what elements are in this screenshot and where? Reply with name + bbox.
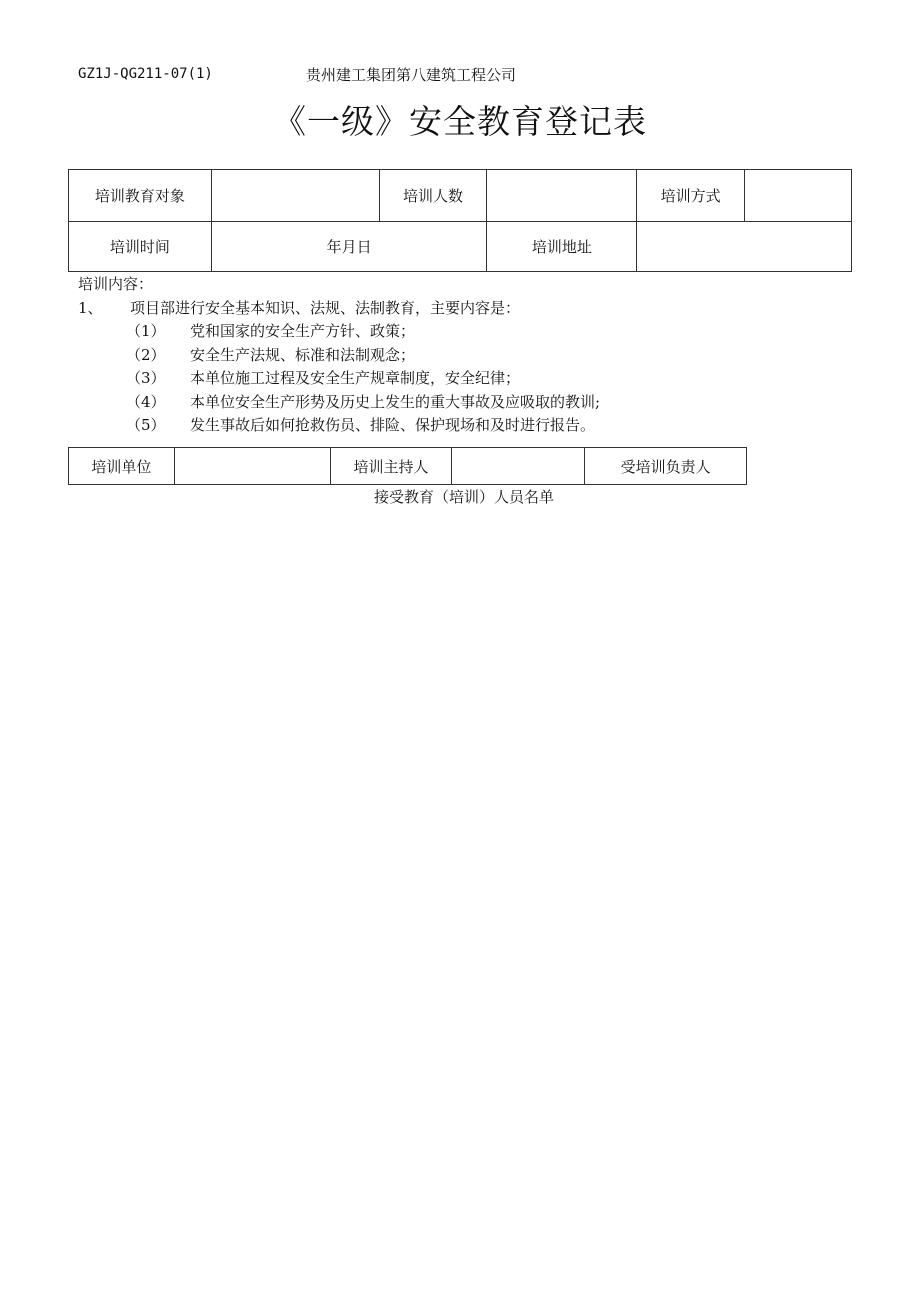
training-unit-label: 培训单位 — [69, 448, 175, 485]
participant-count-label: 培训人数 — [379, 170, 487, 222]
item-number: 1、 — [78, 298, 103, 317]
content-item-1 — [78, 297, 600, 321]
form-code: GZ1J-QG211-07(1) — [78, 66, 213, 82]
training-method-label: 培训方式 — [637, 170, 745, 222]
training-host-label: 培训主持人 — [330, 448, 452, 485]
document-header — [78, 64, 517, 84]
training-time-field[interactable]: 年月日 — [211, 222, 487, 272]
training-address-field[interactable] — [637, 222, 852, 272]
item-text: 项目部进行安全基本知识、法规、法制教育，主要内容是： — [130, 298, 521, 317]
subitem-text: 本单位施工过程及安全生产规章制度，安全纪律； — [190, 369, 521, 387]
training-time-label: 培训时间 — [69, 222, 212, 272]
content-heading: 培训内容： — [78, 275, 154, 293]
content-subitem-1 — [78, 320, 600, 344]
subitem-text: 党和国家的安全生产方针、政策； — [190, 322, 416, 340]
subitem-number: （4） — [126, 392, 166, 411]
content-subitem-5 — [78, 414, 600, 438]
subitem-number: （2） — [126, 345, 166, 364]
roster-caption: 接受教育（培训）人员名单 — [373, 488, 554, 506]
page-title: 《一级》安全教育登记表 — [273, 102, 647, 141]
subitem-text: 本单位安全生产形势及历史上发生的重大事故及应吸取的教训; — [190, 392, 601, 411]
training-target-field[interactable] — [211, 170, 379, 222]
participant-count-field[interactable] — [487, 170, 637, 222]
training-method-field[interactable] — [745, 170, 852, 222]
content-subitem-3 — [78, 367, 600, 391]
trainee-responsible-label: 受培训负责人 — [585, 448, 747, 485]
training-address-label: 培训地址 — [487, 222, 637, 272]
table-row — [69, 222, 852, 272]
content-subitem-2 — [78, 344, 600, 368]
subitem-number: （1） — [126, 322, 166, 340]
training-content — [78, 273, 600, 438]
training-unit-field[interactable] — [174, 448, 330, 485]
training-target-label: 培训教育对象 — [69, 170, 212, 222]
training-unit-table — [68, 447, 747, 485]
subitem-text: 发生事故后如何抢救伤员、排险、保护现场和及时进行报告。 — [190, 416, 596, 434]
table-row — [69, 448, 747, 485]
subitem-number: （5） — [126, 416, 166, 434]
content-subitem-4 — [78, 391, 600, 415]
subitem-number: （3） — [126, 369, 166, 387]
subitem-text: 安全生产法规、标准和法制观念； — [190, 345, 416, 364]
training-host-field[interactable] — [452, 448, 585, 485]
company-name: 贵州建工集团第八建筑工程公司 — [306, 66, 517, 84]
training-info-table — [68, 169, 852, 272]
table-row — [69, 170, 852, 222]
